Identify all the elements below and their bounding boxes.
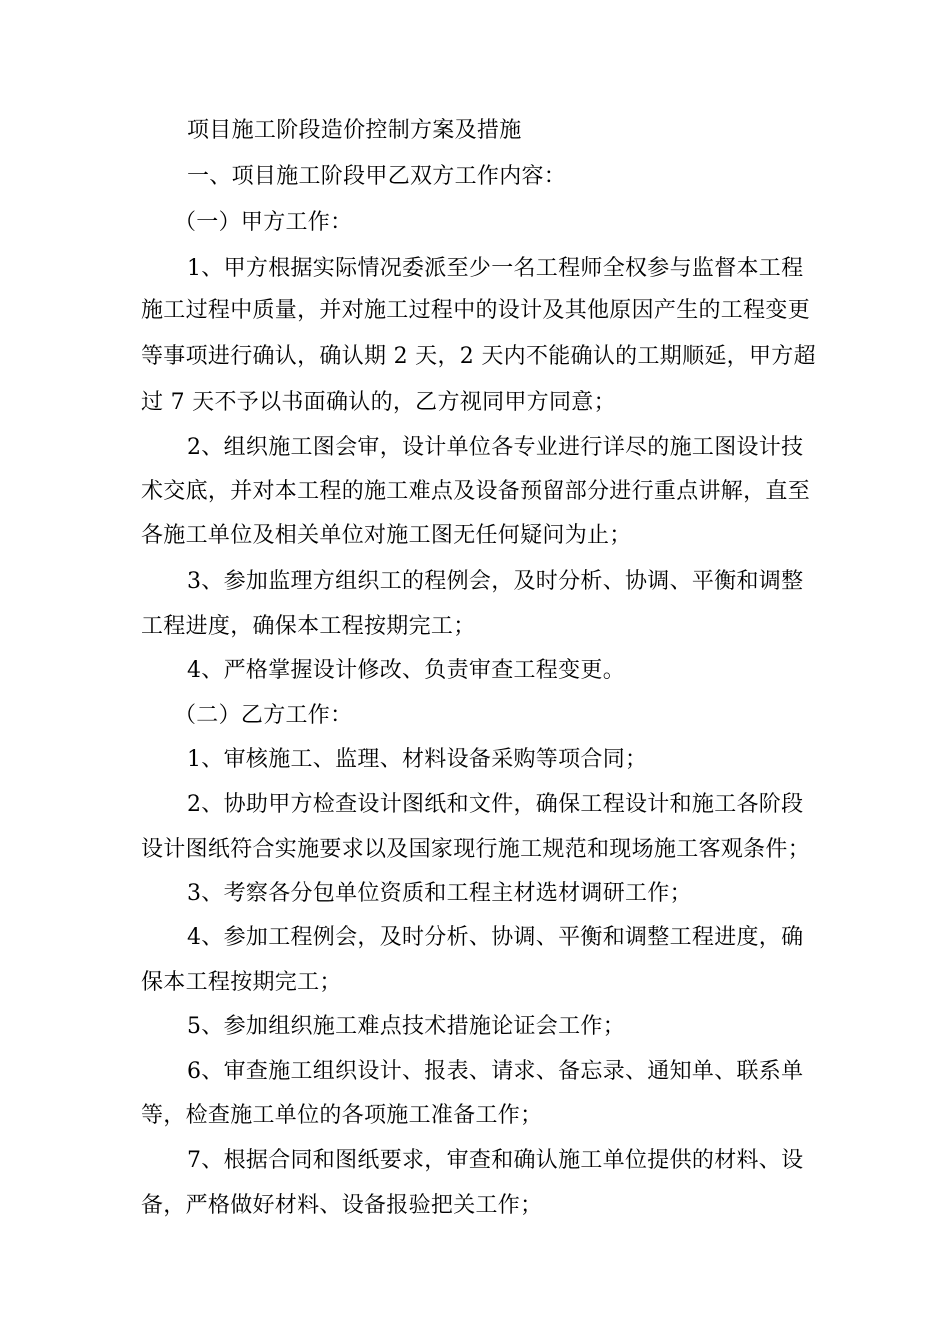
paragraph-line: 4、参加工程例会，及时分析、协调、平衡和调整工程进度，确 <box>187 925 804 950</box>
paragraph-line: 6、审查施工组织设计、报表、请求、备忘录、通知单、联系单 <box>187 1059 804 1084</box>
paragraph-line: 3、考察各分包单位资质和工程主材选材调研工作； <box>187 881 692 906</box>
paragraph-line: 7、根据合同和图纸要求，审查和确认施工单位提供的材料、设 <box>187 1148 804 1173</box>
paragraph-line: 施工过程中质量，并对施工过程中的设计及其他原因产生的工程变更 <box>141 298 811 323</box>
paragraph-line: 2、组织施工图会审，设计单位各专业进行详尽的施工图设计技 <box>187 435 804 460</box>
paragraph-line: 1、审核施工、监理、材料设备采购等项合同； <box>187 747 648 772</box>
subsection-heading: （一）甲方工作： <box>174 210 353 235</box>
paragraph-line: 等事项进行确认，确认期 2 天，2 天内不能确认的工期顺延，甲方超 <box>141 344 816 369</box>
paragraph-line: 2、协助甲方检查设计图纸和文件，确保工程设计和施工各阶段 <box>187 792 804 817</box>
document-title: 项目施工阶段造价控制方案及措施 <box>187 118 522 143</box>
paragraph-line: 设计图纸符合实施要求以及国家现行施工规范和现场施工客观条件； <box>141 837 811 862</box>
paragraph-line: 保本工程按期完工； <box>141 970 342 995</box>
paragraph-line: 1、甲方根据实际情况委派至少一名工程师全权参与监督本工程 <box>187 256 804 281</box>
paragraph-line: 各施工单位及相关单位对施工图无任何疑问为止； <box>141 523 632 548</box>
paragraph-line: 3、参加监理方组织工的程例会，及时分析、协调、平衡和调整 <box>187 569 804 594</box>
paragraph-line: 工程进度，确保本工程按期完工； <box>141 614 476 639</box>
subsection-heading: （二）乙方工作： <box>174 703 353 728</box>
paragraph-line: 备，严格做好材料、设备报验把关工作； <box>141 1193 543 1218</box>
section-heading: 一、项目施工阶段甲乙双方工作内容： <box>187 164 567 189</box>
paragraph-line: 术交底，并对本工程的施工难点及设备预留部分进行重点讲解，直至 <box>141 479 811 504</box>
paragraph-line: 过 7 天不予以书面确认的，乙方视同甲方同意； <box>141 390 616 415</box>
paragraph-line: 等，检查施工单位的各项施工准备工作； <box>141 1103 543 1128</box>
paragraph-line: 5、参加组织施工难点技术措施论证会工作； <box>187 1014 625 1039</box>
paragraph-line: 4、严格掌握设计修改、负责审查工程变更。 <box>187 658 625 683</box>
